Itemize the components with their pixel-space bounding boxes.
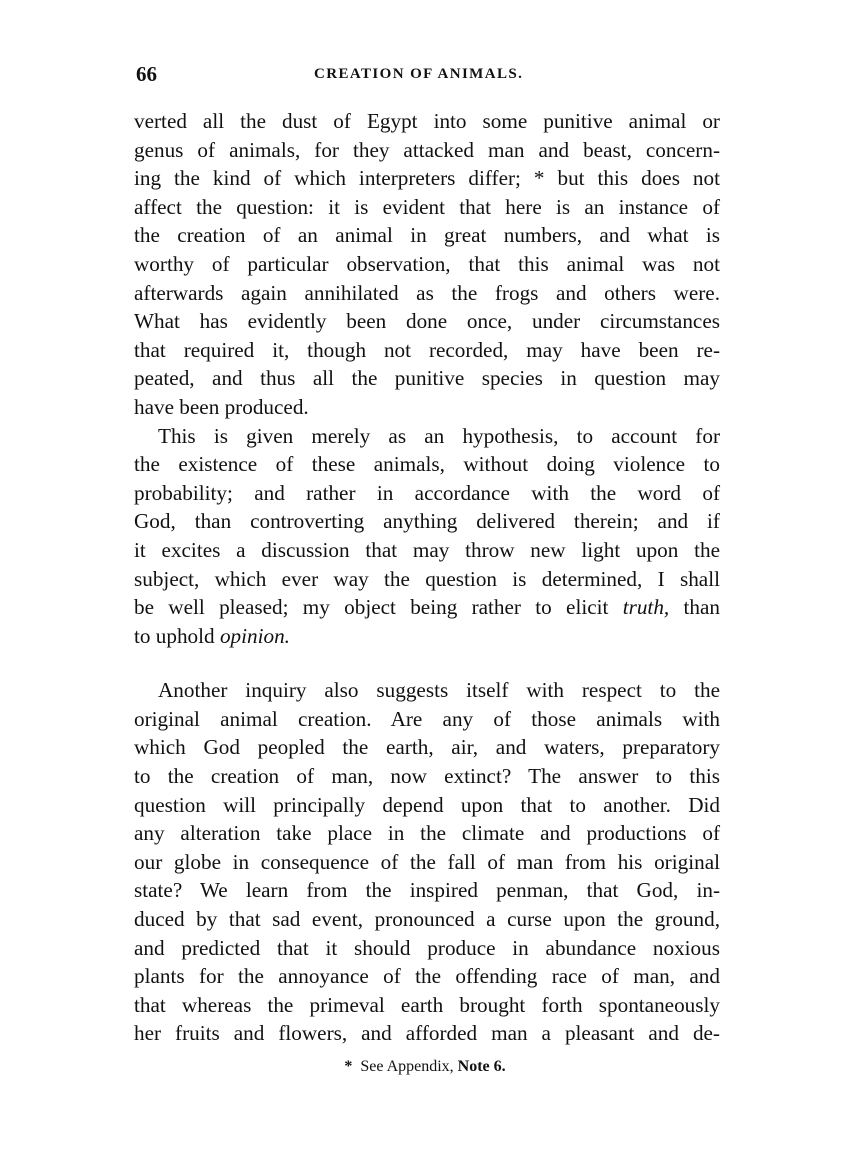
text-line: verted all the dust of Egypt into some punitive animal or [134,109,720,133]
text-line [134,593,720,622]
text-line: affect the question: it is evident that here is an instance of [134,194,720,219]
text-line: original animal creation. Are any of those animals with [134,706,720,731]
text-line [134,622,720,651]
text-line: afterwards again annihilated as the frogs and others were. [134,280,720,305]
italic-word: opinion. [219,623,290,648]
text-line: the existence of these animals, without doing violence to [134,452,720,477]
text-line: and predicted that it should produce in abundance noxious [134,935,720,960]
text-line: probability; and rather in accordance with the word of [134,480,720,505]
text-line: question will principally depend upon that to another. Did [134,792,720,817]
text-line: ing the kind of which interpreters differ; * but this does not [134,166,720,191]
text-line: the creation of an animal in great numbers, and what is [134,223,720,248]
paragraph-2 [134,422,720,651]
text-run: be well pleased; my object being rather to elicit [134,595,623,620]
text-line: duced by that sad event, pronounced a curse upon the ground, [134,907,720,932]
text-line: This is given merely as an hypothesis, to account for [158,423,720,448]
text-line: worthy of particular observation, that this animal was not [134,251,720,276]
footnote-marker: * [344,1058,353,1075]
page-header [136,62,724,90]
text-line: that required it, though not recorded, may have been re- [134,337,720,362]
italic-word: truth, [622,595,670,620]
text-line: peated, and thus all the punitive species in question may [134,366,720,391]
text-line: state? We learn from the inspired penman, that God, in- [134,878,720,903]
text-line: her fruits and flowers, and afforded man a pleasant and de- [134,1021,720,1046]
text-line: which God peopled the earth, air, and waters, preparatory [134,735,720,760]
footnote-note: Note 6. [457,1058,506,1075]
text-line: genus of animals, for they attacked man and beast, concern- [134,137,720,162]
text-line: our globe in consequence of the fall of man from his original [134,849,720,874]
text-line: Another inquiry also suggests itself with respect to the [158,678,720,703]
text-line: God, than controverting anything delivered therein; and if [134,509,720,534]
paragraph-1 [134,107,720,422]
text-line: that whereas the primeval earth brought forth spontaneously [134,992,720,1017]
text-line: plants for the annoyance of the offending race of man, and [134,964,720,989]
text-line: to the creation of man, now extinct? The answer to this [134,764,720,789]
section-gap [134,650,720,676]
page-number: 66 [136,62,157,86]
text-line: What has evidently been done once, under circumstances [134,309,720,334]
text-line: subject, which ever way the question is determined, I shall [134,566,720,591]
text-line: it excites a discussion that may throw new light upon the [134,537,720,562]
text-line: have been produced. [134,394,309,419]
text-run: than [669,595,720,620]
footnote [0,1058,850,1076]
text-line: any alteration take place in the climate and productions of [134,821,720,846]
body-text [134,107,720,1048]
footnote-text: See Appendix, [360,1058,454,1075]
text-run: to uphold [134,623,220,648]
running-head: CREATION OF ANIMALS. [314,66,524,82]
paragraph-3 [134,676,720,1048]
